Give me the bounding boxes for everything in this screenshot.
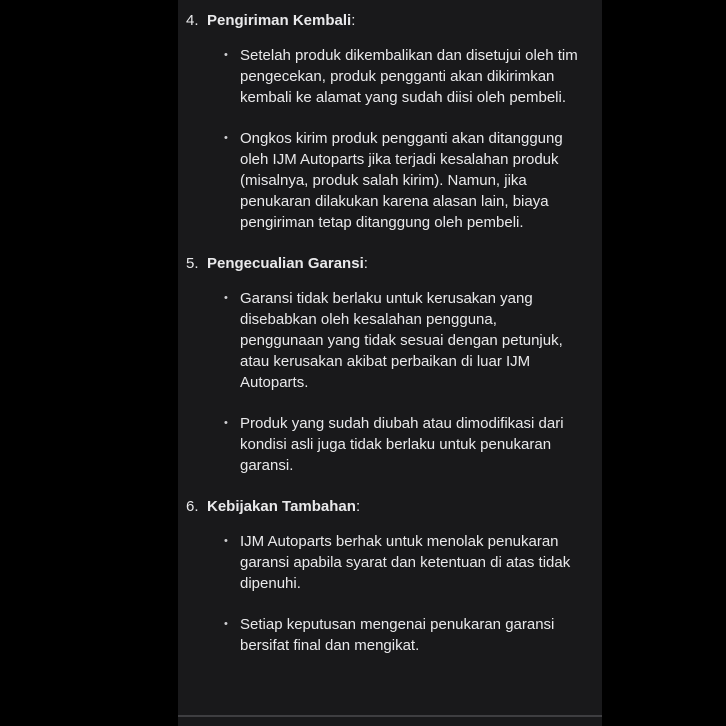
section-title-wrap [207, 10, 355, 31]
bullet-dot-icon: • [224, 49, 228, 61]
bullet-item [186, 531, 590, 594]
section-number: 5. [186, 255, 199, 272]
bullet-dot-icon: • [224, 417, 228, 429]
bullet-dot-icon: • [224, 535, 228, 547]
bullet-dot-icon: • [224, 292, 228, 304]
bullet-item [186, 128, 590, 233]
section-number: 4. [186, 12, 199, 29]
bullet-text: Ongkos kirim produk pengganti akan ditanggung oleh IJM Autoparts jika terjadi kesalahan produk (misalnya, produk salah kirim). Namun, jika penukaran dilakukan karena alasan lain, biaya pengiriman tetap ditanggung oleh pembeli. [240, 130, 563, 231]
section-title-suffix: : [355, 498, 361, 515]
bottom-divider [178, 715, 602, 717]
section-title: Pengiriman Kembali [207, 12, 352, 29]
policy-section-kebijakan-tambahan [186, 496, 590, 656]
section-title: Kebijakan Tambahan [207, 498, 356, 515]
bullet-item [186, 288, 590, 393]
bullet-text: Garansi tidak berlaku untuk kerusakan yang disebabkan oleh kesalahan pengguna, penggunaan yang tidak sesuai dengan petunjuk, atau kerusakan akibat perbaikan di luar IJM Autoparts. [240, 290, 563, 391]
section-heading [186, 253, 590, 274]
section-heading [186, 496, 590, 517]
bullet-item [186, 45, 590, 108]
bullet-dot-icon: • [224, 618, 228, 630]
policy-section-pengecualian-garansi [186, 253, 590, 476]
section-title-suffix: : [351, 12, 356, 29]
document-card [178, 0, 602, 726]
section-title-wrap [207, 253, 368, 274]
section-number: 6. [186, 498, 199, 515]
bullet-item [186, 413, 590, 476]
bullet-item [186, 614, 590, 656]
bullet-dot-icon: • [224, 132, 228, 144]
section-heading [186, 10, 590, 31]
policy-section-pengiriman-kembali [186, 10, 590, 233]
section-title-wrap [207, 496, 360, 517]
section-title-suffix: : [363, 255, 368, 272]
section-title: Pengecualian Garansi [207, 255, 364, 272]
bullet-text: IJM Autoparts berhak untuk menolak penukaran garansi apabila syarat dan ketentuan di atas tidak dipenuhi. [240, 533, 571, 592]
bullet-text: Setiap keputusan mengenai penukaran garansi bersifat final dan mengikat. [240, 616, 555, 654]
bullet-text: Produk yang sudah diubah atau dimodifikasi dari kondisi asli juga tidak berlaku untuk penukaran garansi. [240, 415, 564, 474]
bullet-text: Setelah produk dikembalikan dan disetujui oleh tim pengecekan, produk pengganti akan dikirimkan kembali ke alamat yang sudah diisi oleh pembeli. [240, 47, 578, 106]
